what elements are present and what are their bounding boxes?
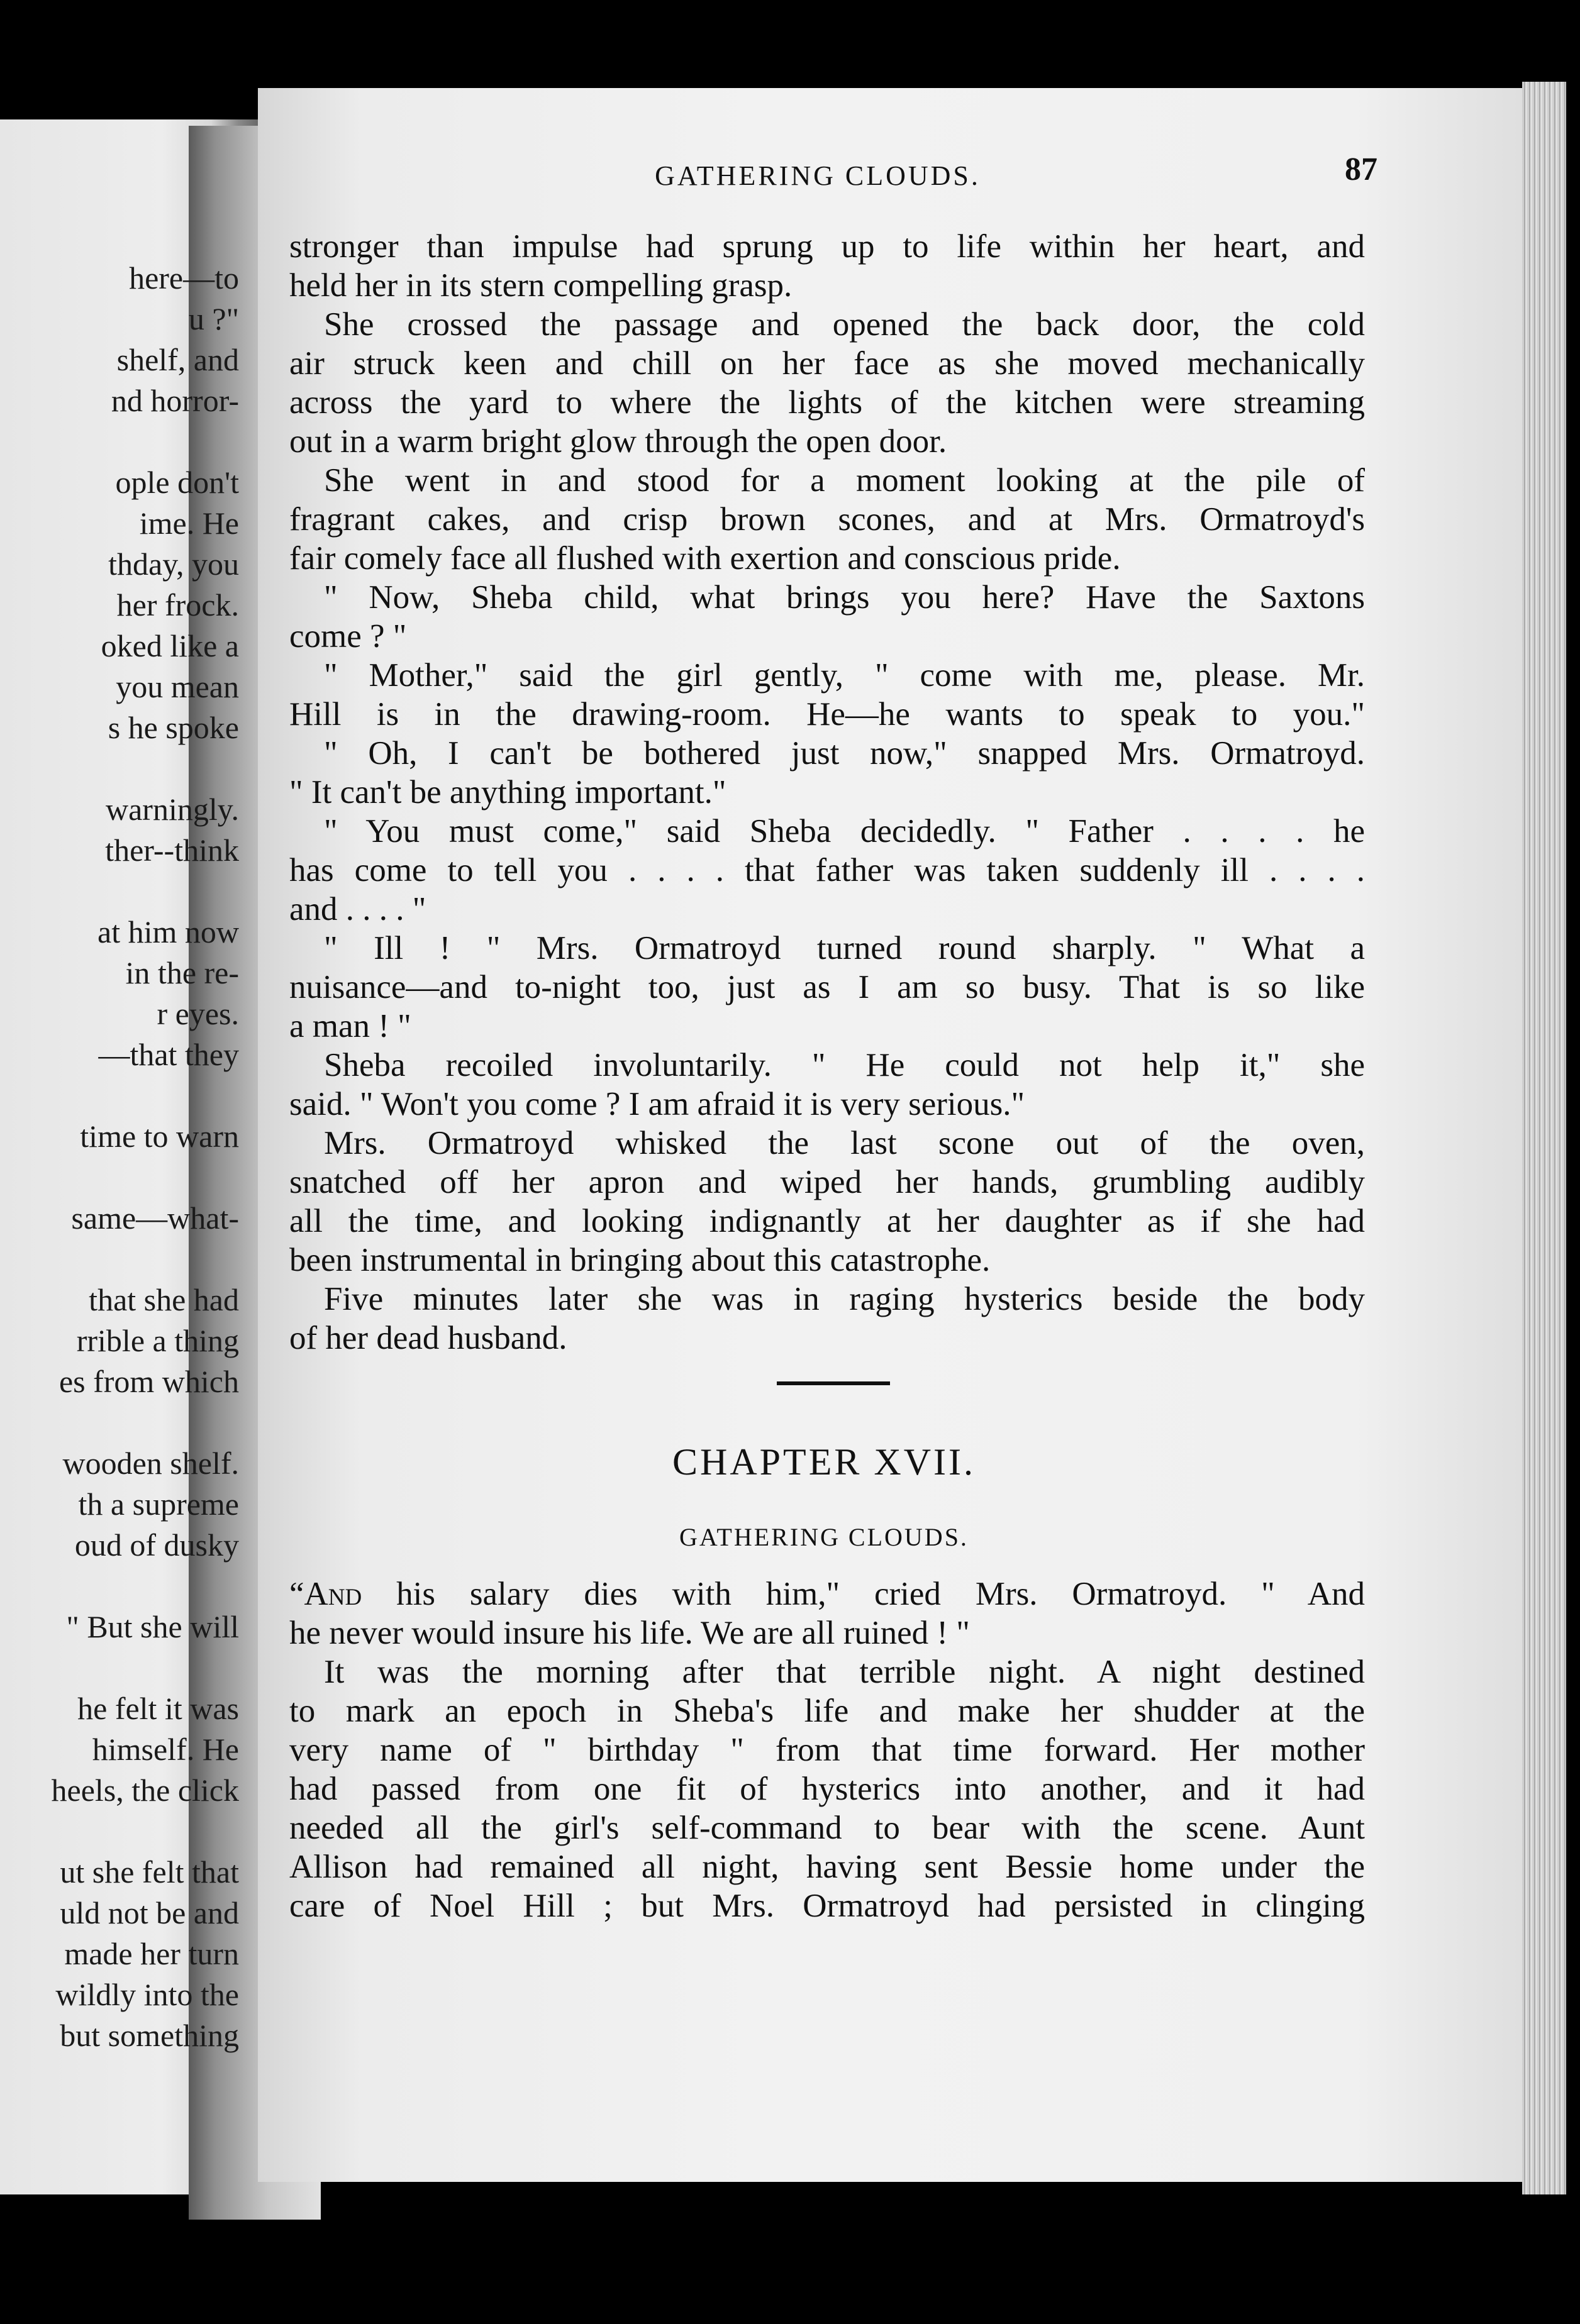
body-line: a man ! ": [289, 1008, 411, 1044]
left-page-line: uld not be and: [60, 1895, 239, 1930]
running-head: GATHERING CLOUDS.: [655, 160, 981, 191]
body-line: " Ill ! " Mrs. Ormatroyd turned round sharply. " What a: [324, 930, 1365, 966]
left-page-line: in the re-: [125, 955, 239, 990]
left-page-line: you mean: [116, 669, 239, 704]
body-line: fragrant cakes, and crisp brown scones, and at Mrs. Ormatroyd's: [289, 501, 1365, 538]
body-line: Mrs. Ormatroyd whisked the last scone out of the oven,: [324, 1125, 1365, 1161]
body-line: " Oh, I can't be bothered just now," snapped Mrs. Ormatroyd.: [324, 735, 1365, 772]
left-page-line: at him now: [97, 914, 239, 949]
chapter-line: had passed from one fit of hysterics into another, and it had: [289, 1771, 1365, 1807]
left-page-line: s he spoke: [108, 710, 239, 745]
left-page-line: thday, you: [108, 546, 239, 582]
left-page-line: oked like a: [101, 628, 239, 663]
left-page-line: shelf, and: [116, 342, 239, 377]
body-line: held her in its stern compelling grasp.: [289, 267, 793, 304]
left-page-line: oud of dusky: [74, 1527, 239, 1563]
body-line: She crossed the passage and opened the back door, the cold: [324, 306, 1365, 343]
chapter-line: to mark an epoch in Sheba's life and make her shudder at the: [289, 1693, 1365, 1729]
chapter-subtitle: GATHERING CLOUDS.: [679, 1523, 969, 1551]
body-line: stronger than impulse had sprung up to life within her heart, and: [289, 228, 1365, 265]
left-page-line: himself. He: [92, 1732, 239, 1767]
left-page-line: here—to: [129, 260, 239, 296]
left-page-line: u ?": [188, 301, 239, 336]
body-line: across the yard to where the lights of the kitchen were streaming: [289, 384, 1365, 421]
left-page-line: warningly.: [106, 792, 239, 827]
chapter-line: care of Noel Hill ; but Mrs. Ormatroyd had persisted in clinging: [289, 1888, 1365, 1924]
body-line: Sheba recoiled involuntarily. " He could not help it," she: [324, 1047, 1365, 1083]
left-page-line: th a supreme: [78, 1486, 239, 1522]
body-line: out in a warm bright glow through the open door.: [289, 423, 947, 460]
left-page-line: nd horror-: [111, 383, 239, 418]
left-page-line: her frock.: [116, 587, 239, 622]
body-line: Hill is in the drawing-room. He—he wants to speak to you.": [289, 696, 1365, 733]
left-page-line: rrible a thing: [76, 1323, 239, 1358]
body-line: fair comely face all flushed with exertion and conscious pride.: [289, 540, 1121, 577]
chapter-line: very name of " birthday " from that time forward. Her mother: [289, 1732, 1365, 1768]
chapter-title: CHAPTER XVII.: [672, 1441, 976, 1483]
left-page-line: es from which: [58, 1364, 239, 1399]
body-line: " Now, Sheba child, what brings you here? Have the Saxtons: [324, 579, 1365, 616]
left-page-line: but something: [60, 2018, 239, 2053]
left-page-line: he felt it was: [77, 1691, 239, 1726]
chapter-first-line-text: his salary dies with him," cried Mrs. Ormatroyd. " And: [362, 1576, 1365, 1612]
body-line: She went in and stood for a moment looking at the pile of: [324, 462, 1365, 499]
chapter-line: needed all the girl's self-command to bear with the scene. Aunt: [289, 1810, 1365, 1846]
left-page-line: ut she felt that: [60, 1854, 239, 1890]
left-page-line: made her turn: [64, 1936, 239, 1971]
left-page-line: wooden shelf.: [62, 1446, 239, 1481]
body-line: air struck keen and chill on her face as she moved mechanically: [289, 345, 1365, 382]
body-line: " It can't be anything important.": [289, 774, 726, 811]
left-page-line: ople don't: [115, 465, 239, 500]
left-page-line: " But she will: [66, 1609, 239, 1644]
body-line: all the time, and looking indignantly at her daughter as if she had: [289, 1203, 1365, 1239]
body-line: " Mother," said the girl gently, " come with me, please. Mr.: [324, 657, 1365, 694]
left-page-line: wildly into the: [55, 1977, 239, 2012]
body-line: come ? ": [289, 618, 407, 655]
left-page-line: ime. He: [139, 506, 239, 541]
body-line: has come to tell you . . . . that father was taken suddenly ill . . . .: [289, 852, 1365, 888]
chapter-first-word: And: [304, 1576, 362, 1612]
left-page-line: that she had: [89, 1282, 239, 1317]
chapter-line: It was the morning after that terrible night. A night destined: [324, 1654, 1365, 1690]
left-page-line: heels, the click: [51, 1773, 239, 1808]
chapter-line: Allison had remained all night, having sent Bessie home under the: [289, 1849, 1365, 1885]
section-divider: [777, 1381, 890, 1385]
left-page-line: ther--think: [105, 833, 239, 868]
chapter-first-line: “And his salary dies with him," cried Mrs. Ormatroyd. " And: [289, 1576, 1365, 1612]
left-page-line: time to warn: [80, 1119, 239, 1154]
body-line: and . . . . ": [289, 891, 426, 927]
page-edge: [1522, 82, 1566, 2194]
body-line: nuisance—and to-night too, just as I am so busy. That is so like: [289, 969, 1365, 1005]
left-page-line: r eyes.: [157, 996, 239, 1031]
left-page-line: —that they: [98, 1037, 239, 1072]
left-page-line: same—what-: [71, 1200, 239, 1236]
body-line: snatched off her apron and wiped her hands, grumbling audibly: [289, 1164, 1365, 1200]
body-line: of her dead husband.: [289, 1320, 567, 1356]
page-number: 87: [1345, 152, 1377, 187]
body-line: " You must come," said Sheba decidedly. " Father . . . . he: [324, 813, 1365, 849]
body-line: been instrumental in bringing about this catastrophe.: [289, 1242, 991, 1278]
chapter-line: he never would insure his life. We are all ruined ! ": [289, 1615, 970, 1651]
body-line: Five minutes later she was in raging hysterics beside the body: [324, 1281, 1365, 1317]
body-line: said. " Won't you come ? I am afraid it is very serious.": [289, 1086, 1025, 1122]
